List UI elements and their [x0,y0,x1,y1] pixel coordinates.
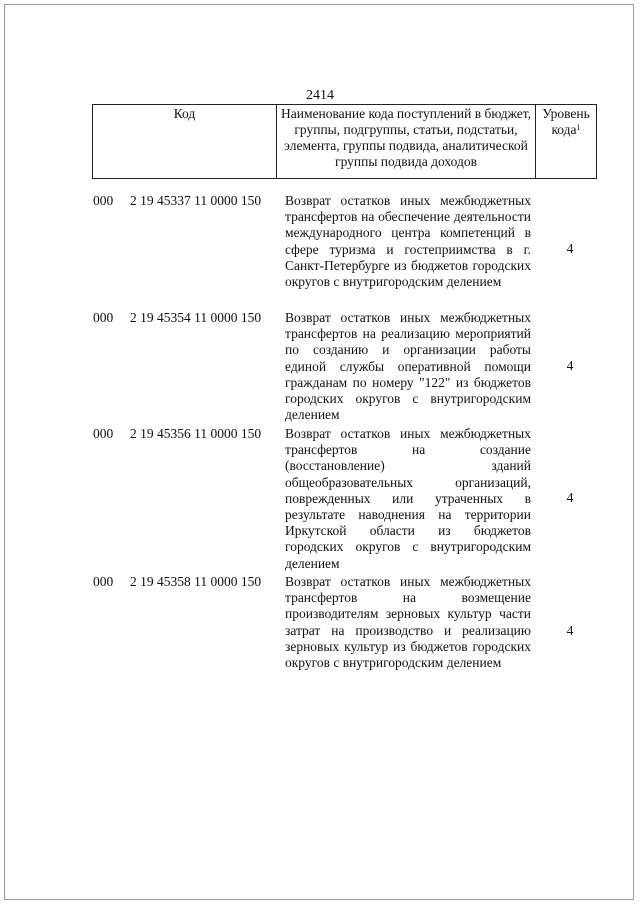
header-code: Код [93,105,277,179]
code-level: 4 [566,623,574,638]
code-name: Возврат остатков иных межбюджетных трансфертов на возмещение производителям зерновых культур части затрат на производство и реализацию зерновых культур из бюджетов городских округов с внутригородским делением [285,574,531,671]
budget-code: 2 19 45337 11 0000 150 [130,193,262,208]
code-name: Возврат остатков иных межбюджетных трансфертов на реализацию мероприятий по созданию и организации работы единой службы оперативной помощи гражданам по номеру "122" из бюджетов городских округов с внутригородским делением [285,310,531,423]
admin-code: 000 [93,426,114,441]
header-level-footnote: 1 [576,123,581,132]
header-level-label: Уровень кода [542,106,590,137]
header-name: Наименование кода поступлений в бюджет, группы, подгруппы, статьи, подстатьи, элемента, группы подвида, аналитической группы подвида доходов [277,105,536,179]
page-number: 2414 [306,88,334,103]
admin-code: 000 [93,193,114,208]
code-level: 4 [566,490,574,505]
admin-code: 000 [93,310,114,325]
budget-code: 2 19 45358 11 0000 150 [130,574,262,589]
budget-code: 2 19 45354 11 0000 150 [130,310,262,325]
code-level: 4 [566,241,574,256]
budget-code: 2 19 45356 11 0000 150 [130,426,262,441]
header-level [536,105,597,179]
code-name: Возврат остатков иных межбюджетных трансфертов на создание (восстановление) зданий общеобразовательных организаций, поврежденных или утраченных в результате наводнения на территории Иркутской области из бюджетов городских округов с внутригородским делением [285,426,531,571]
code-name: Возврат остатков иных межбюджетных трансфертов на обеспечение деятельности международного центра компетенций в сфере туризма и гостеприимства в г. Санкт-Петербурге из бюджетов городских округов с внутригородским делением [285,193,531,290]
admin-code: 000 [93,574,114,589]
header-table [92,104,597,179]
code-level: 4 [566,358,574,373]
